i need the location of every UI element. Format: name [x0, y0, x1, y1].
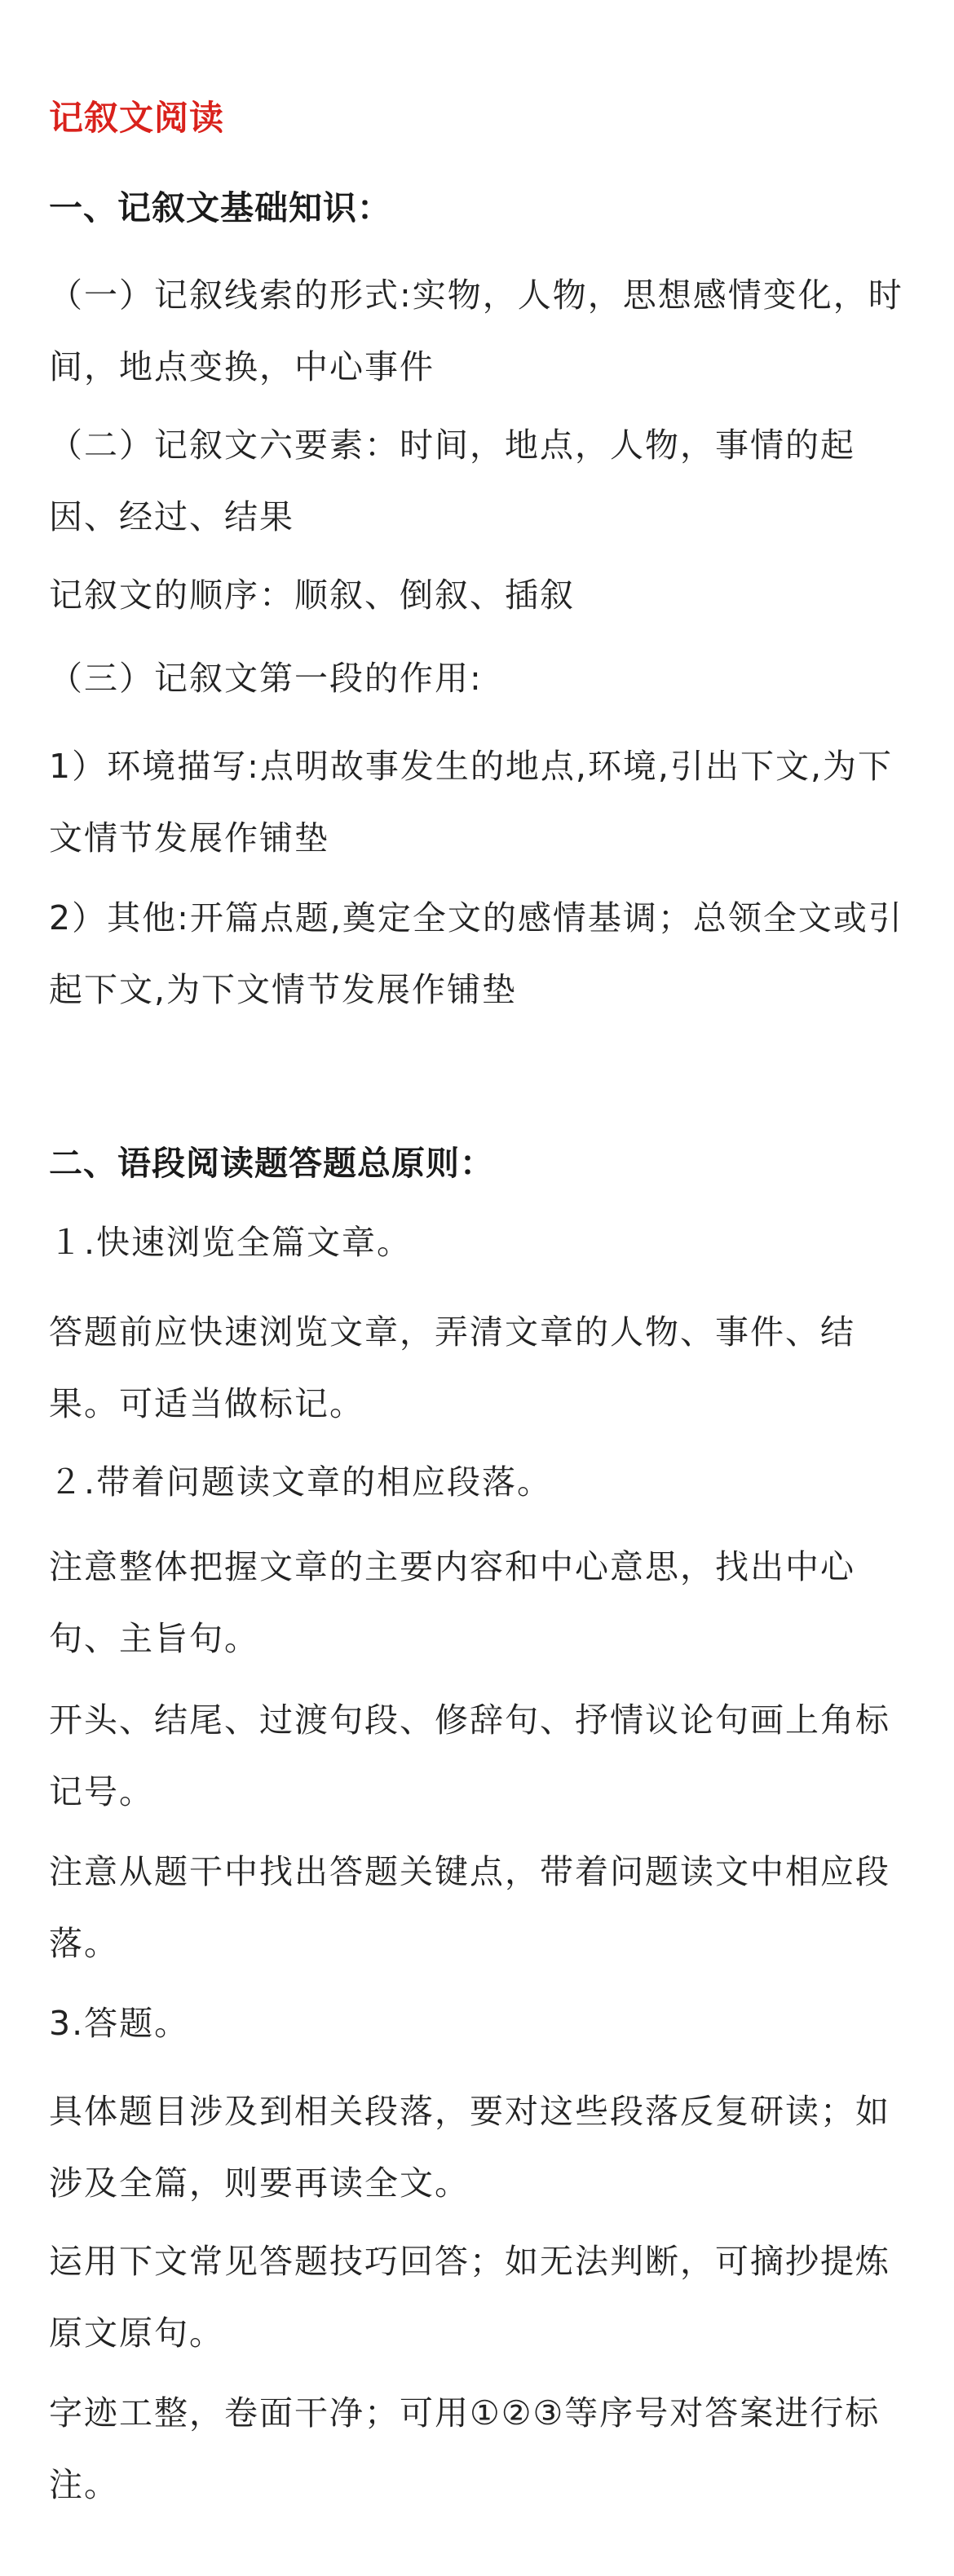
section-heading-principles: 二、语段阅读题答题总原则：: [49, 1144, 494, 1183]
paragraph-step-2: ２.带着问题读文章的相应段落。: [49, 1462, 553, 1502]
paragraph-narrative-order: 记叙文的顺序：顺叙、倒叙、插叙: [49, 576, 575, 615]
paragraph-step-3-detail-c: 字迹工整，卷面干净；可用①②③等序号对答案进行标注。: [49, 2393, 881, 2504]
paragraph-six-elements: （二）记叙文六要素：时间，地点，人物，事情的起因、经过、结果: [49, 426, 855, 536]
article-title: 记叙文阅读: [49, 98, 225, 138]
paragraph-step-1: １.快速浏览全篇文章。: [49, 1223, 413, 1262]
paragraph-step-2-detail-a: 注意整体把握文章的主要内容和中心意思，找出中心句、主旨句。: [49, 1547, 855, 1658]
paragraph-step-3: 3.答题。: [49, 2004, 190, 2043]
section-heading-basics: 一、记叙文基础知识：: [49, 188, 391, 227]
paragraph-first-para-role: （三）记叙文第一段的作用:: [49, 659, 483, 698]
paragraph-step-3-detail-b: 运用下文常见答题技巧回答；如无法判断，可摘抄提炼原文原句。: [49, 2242, 890, 2353]
paragraph-other: 2）其他:开篇点题,奠定全文的感情基调；总领全文或引起下文,为下文情节发展作铺垫: [49, 898, 903, 1009]
paragraph-step-2-detail-b: 开头、结尾、过渡句段、修辞句、抒情议论句画上角标记号。: [49, 1700, 890, 1811]
paragraph-environment: 1）环境描写:点明故事发生的地点,环境,引出下文,为下文情节发展作铺垫: [49, 747, 893, 858]
paragraph-step-1-detail: 答题前应快速浏览文章，弄清文章的人物、事件、结果。可适当做标记。: [49, 1312, 855, 1423]
paragraph-clue-forms: （一）记叙线索的形式:实物，人物，思想感情变化，时间，地点变换，中心事件: [49, 276, 903, 386]
paragraph-step-3-detail-a: 具体题目涉及到相关段落，要对这些段落反复研读；如涉及全篇，则要再读全文。: [49, 2092, 890, 2203]
paragraph-step-2-detail-c: 注意从题干中找出答题关键点，带着问题读文中相应段落。: [49, 1852, 890, 1963]
